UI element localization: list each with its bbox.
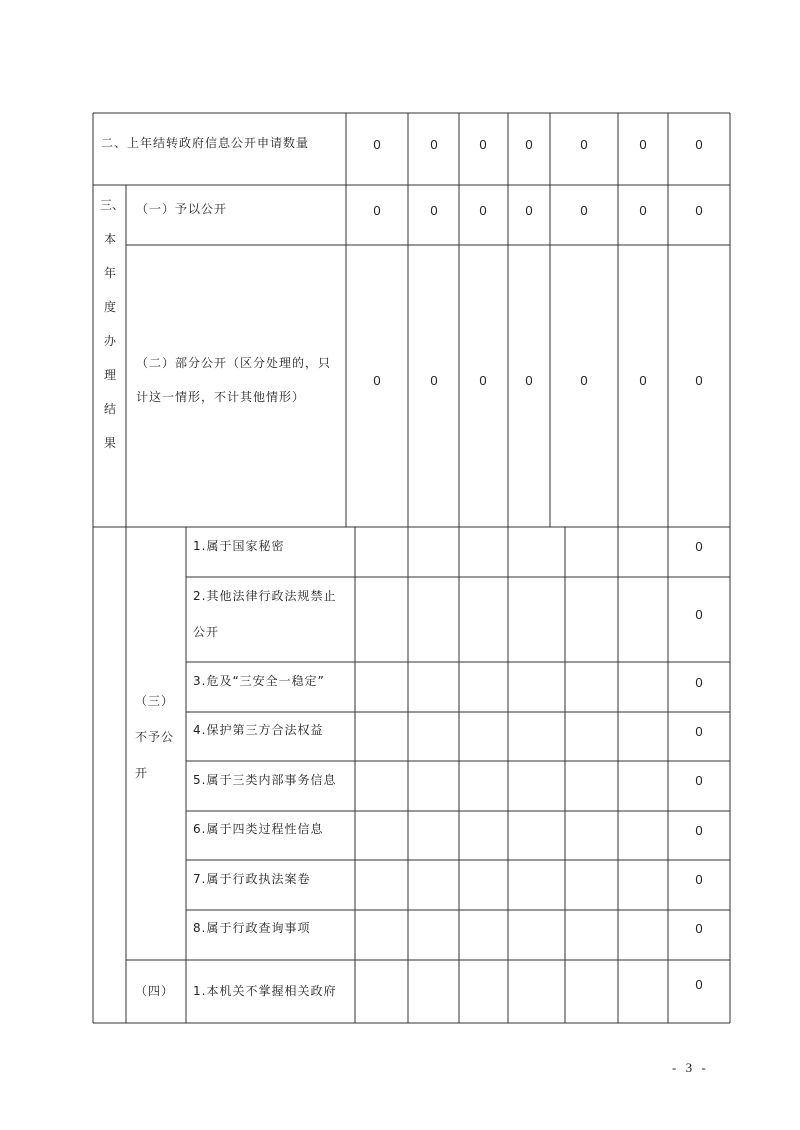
not-disclosed-group-label-1: （三）: [135, 694, 175, 708]
value-cell: 0: [525, 373, 533, 388]
page-number: - 3 -: [672, 1060, 709, 1075]
item-label: 8.属于行政查询事项: [193, 921, 311, 935]
item-total: 0: [695, 773, 703, 788]
item-label: 3.危及“三安全一稳定”: [193, 674, 325, 688]
value-cell: 0: [695, 203, 703, 218]
value-cell: 0: [695, 137, 703, 152]
grant-label: （一）予以公开: [136, 202, 228, 216]
section3-label: 三、本年度办理结果: [100, 198, 125, 450]
value-cell: 0: [479, 203, 487, 218]
partial-label-line2: 计这一情形，不计其他情形）: [136, 390, 306, 404]
not-disclosed-group-label-3: 开: [135, 766, 149, 780]
item-total: 0: [695, 872, 703, 887]
value-cell: 0: [525, 203, 533, 218]
item-label: 公开: [193, 625, 220, 639]
item-total: 0: [695, 675, 703, 690]
value-cell: 0: [373, 137, 381, 152]
item-total: 0: [695, 724, 703, 739]
value-cell: 0: [373, 373, 381, 388]
item-total: 0: [695, 823, 703, 838]
value-cell: 0: [695, 373, 703, 388]
value-cell: 0: [479, 137, 487, 152]
item-label: 1.属于国家秘密: [193, 539, 285, 553]
value-cell: 0: [430, 373, 438, 388]
value-cell: 0: [639, 137, 647, 152]
value-cell: 0: [373, 203, 381, 218]
value-cell: 0: [580, 203, 588, 218]
item-total: 0: [695, 977, 703, 992]
cannot-provide-group-label: （四）: [135, 984, 175, 998]
value-cell: 0: [430, 203, 438, 218]
item-label: 6.属于四类过程性信息: [193, 822, 324, 836]
value-cell: 0: [479, 373, 487, 388]
item-label: 4.保护第三方合法权益: [193, 723, 324, 737]
value-cell: 0: [580, 137, 588, 152]
item-total: 0: [695, 921, 703, 936]
item-total: 0: [695, 539, 703, 554]
item-label: 1.本机关不掌握相关政府: [193, 984, 337, 998]
value-cell: 0: [430, 137, 438, 152]
item-total: 0: [695, 607, 703, 622]
value-cell: 0: [639, 373, 647, 388]
value-cell: 0: [580, 373, 588, 388]
item-label: 7.属于行政执法案卷: [193, 872, 311, 886]
carryover-label: 二、上年结转政府信息公开申请数量: [101, 136, 310, 150]
item-label: 2.其他法律行政法规禁止: [193, 589, 337, 603]
value-cell: 0: [525, 137, 533, 152]
not-disclosed-group-label-2: 不予公: [135, 730, 175, 744]
partial-label-line1: （二）部分公开（区分处理的，只: [136, 356, 332, 370]
value-cell: 0: [639, 203, 647, 218]
item-label: 5.属于三类内部事务信息: [193, 773, 337, 787]
